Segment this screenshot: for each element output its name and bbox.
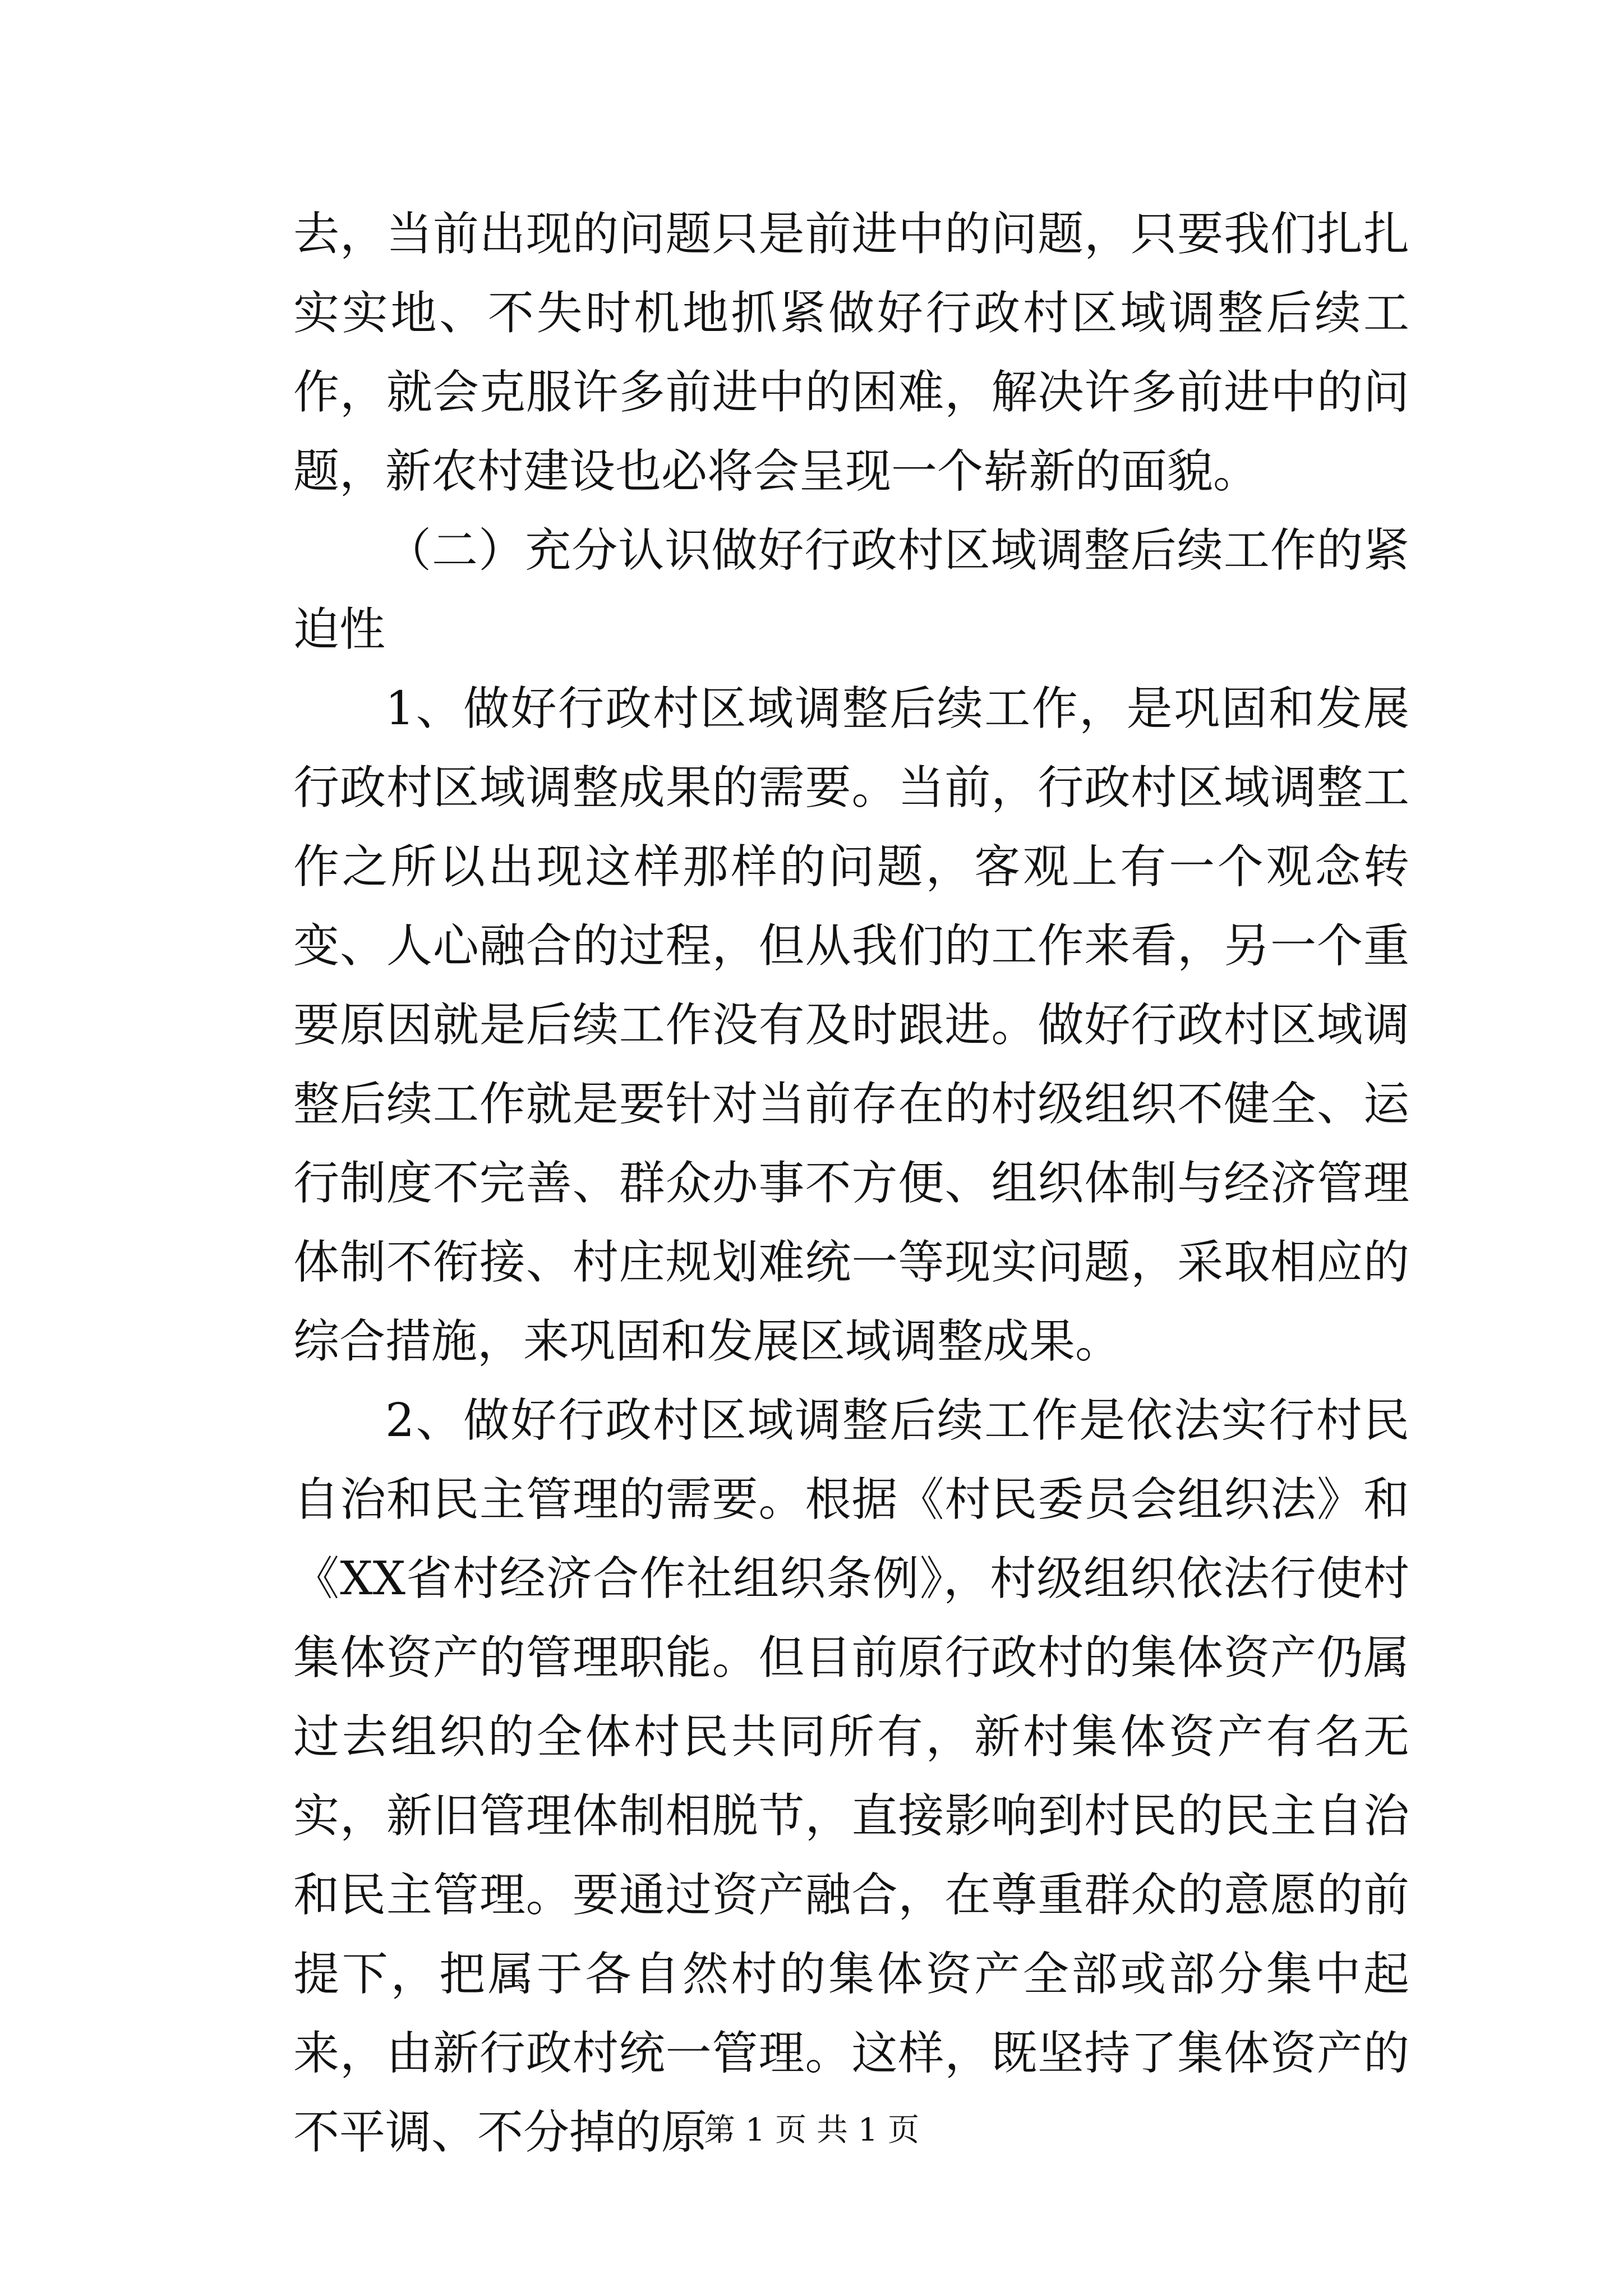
paragraph-item-1: 1、做好行政村区域调整后续工作，是巩固和发展行政村区域调整成果的需要。当前，行政村区域调整工作之所以出现这样那样的问题，客观上有一个观念转变、人心融合的过程，但从我们的工作来看，另一个重要原因就是后续工作没有及时跟进。做好行政村区域调整后续工作就是要针对当前存在的村级组织不健全、运行制度不完善、群众办事不方便、组织体制与经济管理体制不衔接、村庄规划难统一等现实问题，采取相应的综合措施，来巩固和发展区域调整成果。 xyxy=(293,682,1409,1368)
page-footer: 第 1 页 共 1 页 xyxy=(703,2112,920,2148)
paragraph-item-2: 2、做好行政村区域调整后续工作是依法实行村民自治和民主管理的需要。根据《村民委员会组织法》和《XX省村经济合作社组织条例》，村级组织依法行使村集体资产的管理职能。但目前原行政村的集体资产仍属过去组织的全体村民共同所有，新村集体资产有名无实，新旧管理体制相脱节，直接影响到村民的民主自治和民主管理。要通过资产融合，在尊重群众的意愿的前提下，把属于各自然村的集体资产全部或部分集中起来，由新行政村统一管理。这样，既坚持了集体资产的不平调、不分掉的原 xyxy=(293,1394,1409,2159)
document-body xyxy=(293,195,1409,2172)
paragraph-continuation: 去，当前出现的问题只是前进中的问题，只要我们扎扎实实地、不失时机地抓紧做好行政村区域调整后续工作，就会克服许多前进中的困难，解决许多前进中的问题，新农村建设也必将会呈现一个崭新的面貌。 xyxy=(293,208,1409,498)
section-heading: （二）充分认识做好行政村区域调整后续工作的紧迫性 xyxy=(293,524,1409,656)
